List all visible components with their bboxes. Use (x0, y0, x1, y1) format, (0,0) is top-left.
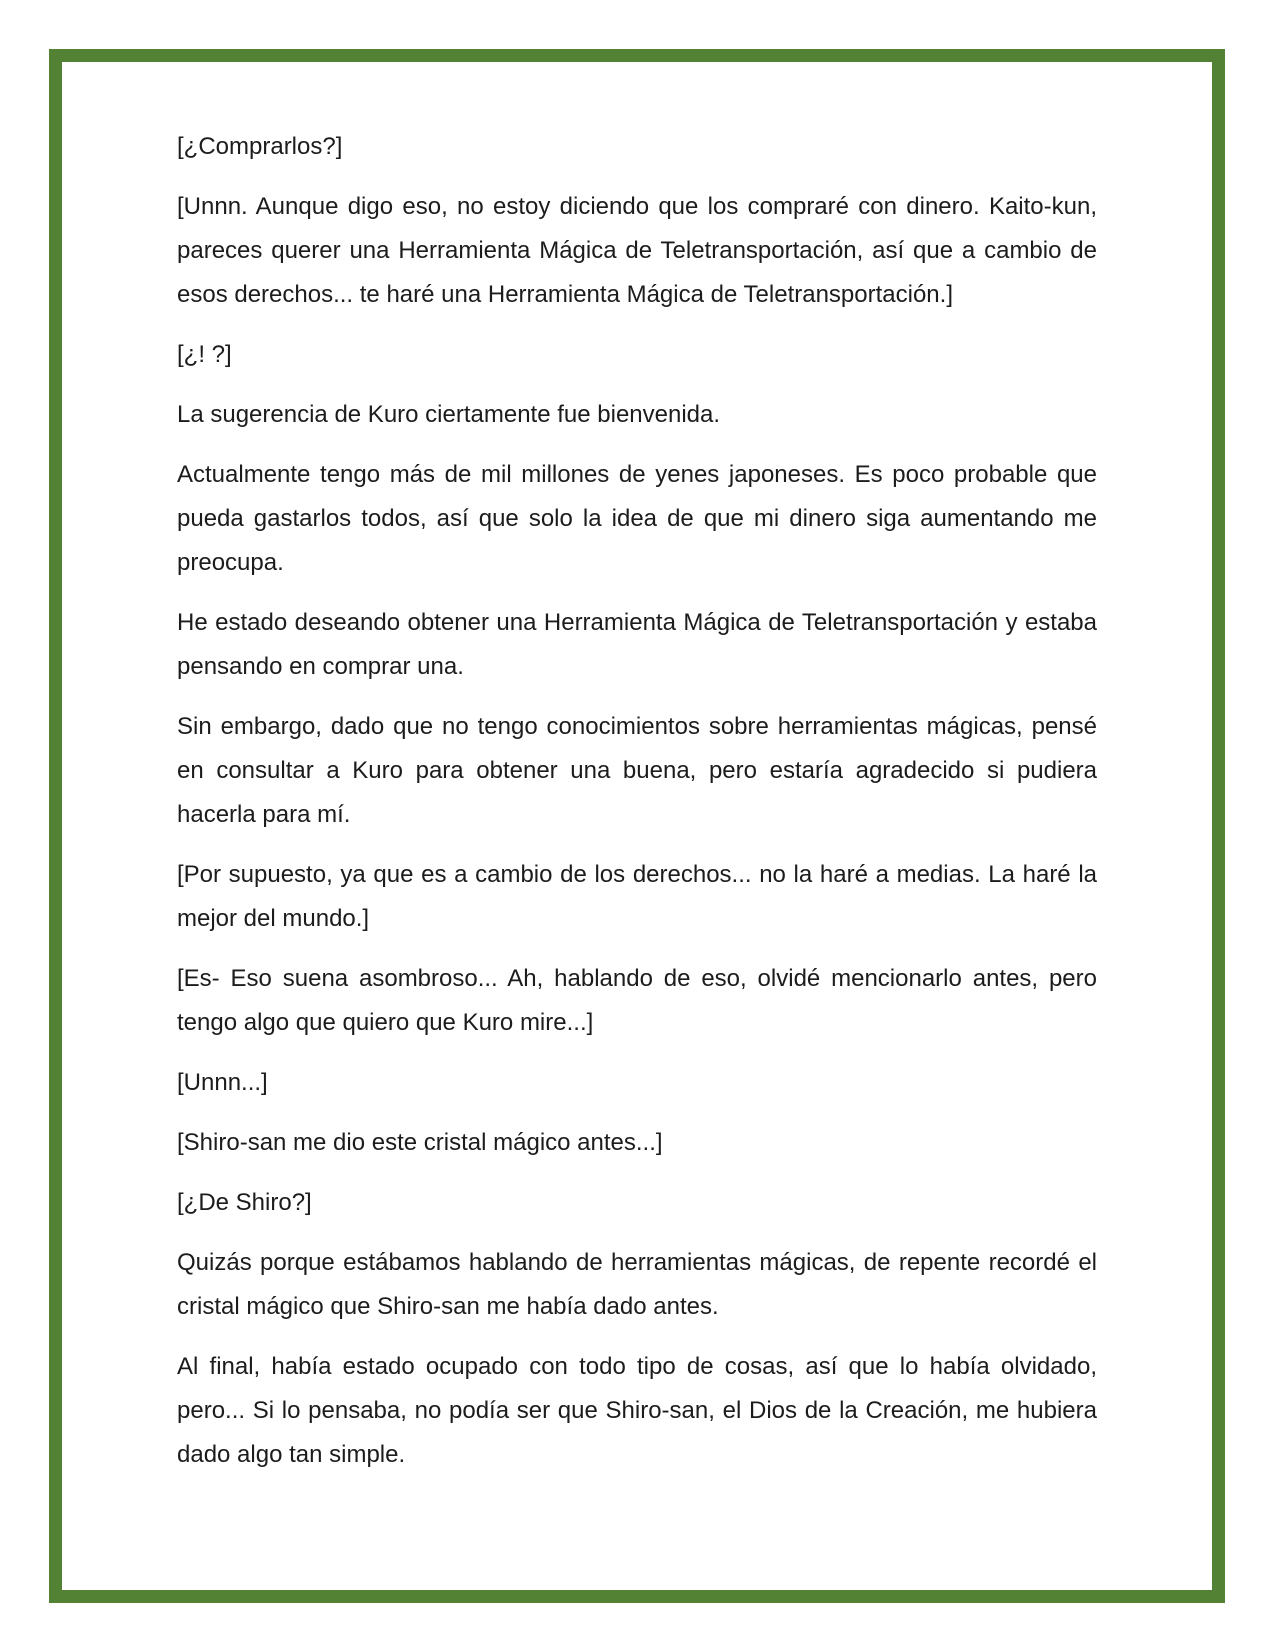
paragraph: [Por supuesto, ya que es a cambio de los derechos... no la haré a medias. La haré la mejor del mundo.] (177, 861, 1097, 932)
paragraph: Quizás porque estábamos hablando de herramientas mágicas, de repente recordé el cristal mágico que Shiro-san me había dado antes. (177, 1249, 1097, 1320)
paragraph: [Es- Eso suena asombroso... Ah, hablando de eso, olvidé mencionarlo antes, pero tengo algo que quiero que Kuro mire...] (177, 965, 1097, 1036)
paragraph: [¿Comprarlos?] (177, 133, 343, 160)
paragraph: [¿De Shiro?] (177, 1189, 312, 1216)
paragraph: La sugerencia de Kuro ciertamente fue bienvenida. (177, 401, 721, 428)
paragraph: [Shiro-san me dio este cristal mágico antes...] (177, 1129, 663, 1156)
paragraph: Sin embargo, dado que no tengo conocimientos sobre herramientas mágicas, pensé en consultar a Kuro para obtener una buena, pero estaría agradecido si pudiera hacerla para mí. (177, 713, 1097, 828)
paragraph: [Unnn...] (177, 1069, 268, 1096)
paragraph: He estado deseando obtener una Herramienta Mágica de Teletransportación y estaba pensando en comprar una. (177, 609, 1097, 680)
paragraph: [Unnn. Aunque digo eso, no estoy diciendo que los compraré con dinero. Kaito-kun, pareces querer una Herramienta Mágica de Teletransportación, así que a cambio de esos derechos... te haré una Herramienta Mágica de Teletransportación.] (177, 193, 1097, 308)
paragraph: [¿! ?] (177, 341, 232, 368)
paragraph: Al final, había estado ocupado con todo tipo de cosas, así que lo había olvidado, pero... Si lo pensaba, no podía ser que Shiro-san, el Dios de la Creación, me hubiera dado algo tan simple. (177, 1353, 1097, 1468)
paragraph: Actualmente tengo más de mil millones de yenes japoneses. Es poco probable que pueda gastarlos todos, así que solo la idea de que mi dinero siga aumentando me preocupa. (177, 461, 1097, 576)
document-body (177, 125, 1097, 1493)
